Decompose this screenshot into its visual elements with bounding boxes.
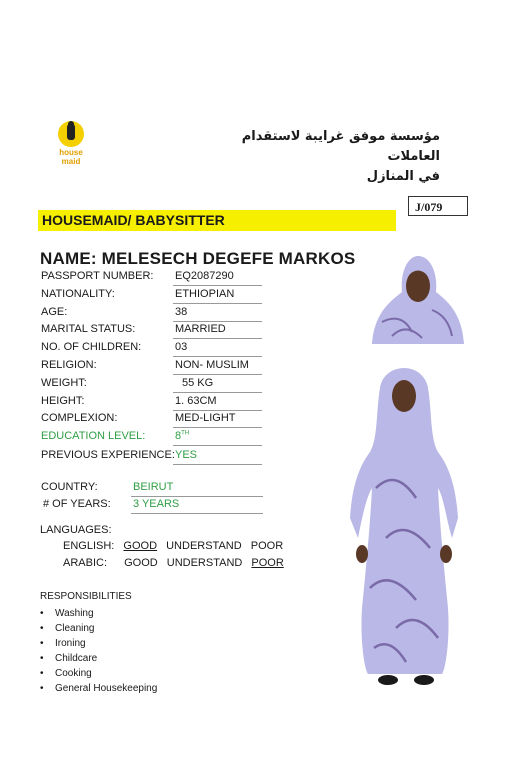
headshot-photo bbox=[362, 252, 470, 344]
language-good: GOOD bbox=[124, 557, 158, 569]
name-value: MELESECH DEGEFE MARKOS bbox=[101, 249, 356, 268]
detail-label: MARITAL STATUS: bbox=[41, 323, 136, 335]
position-banner bbox=[38, 210, 396, 231]
detail-label: COMPLEXION: bbox=[41, 412, 118, 424]
logo-text-bottom: maid bbox=[61, 157, 81, 166]
detail-value: 03 bbox=[173, 341, 262, 357]
list-item: • Cleaning bbox=[40, 621, 157, 636]
list-item: • General Housekeeping bbox=[40, 681, 157, 696]
detail-value bbox=[173, 430, 262, 446]
language-row-arabic bbox=[63, 557, 284, 569]
agency-name-line2: في المنازل bbox=[366, 169, 440, 184]
detail-value: MED-LIGHT bbox=[173, 412, 262, 428]
agency-logo bbox=[52, 118, 90, 168]
detail-label: NATIONALITY: bbox=[41, 288, 115, 300]
detail-label: PASSPORT NUMBER: bbox=[41, 270, 154, 282]
agency-name-arabic bbox=[205, 127, 440, 187]
full-body-photo bbox=[346, 368, 462, 688]
detail-value: 38 bbox=[173, 306, 262, 322]
detail-value: NON- MUSLIM bbox=[173, 359, 262, 375]
detail-value: MARRIED bbox=[173, 323, 262, 339]
language-name: ARABIC: bbox=[63, 557, 108, 569]
name-colon: : bbox=[90, 249, 102, 268]
experience-value: BEIRUT bbox=[131, 481, 263, 497]
experience-value: 3 YEARS bbox=[131, 498, 263, 514]
list-item: • Ironing bbox=[40, 636, 157, 651]
detail-label: NO. OF CHILDREN: bbox=[41, 341, 142, 353]
detail-value: 1. 63CM bbox=[173, 395, 262, 411]
language-good: GOOD bbox=[123, 540, 158, 552]
language-poor: POOR bbox=[250, 540, 284, 552]
detail-label: RELIGION: bbox=[41, 359, 97, 371]
language-row-english bbox=[63, 540, 283, 552]
responsibilities-list bbox=[40, 606, 157, 696]
list-item: • Cooking bbox=[40, 666, 157, 681]
detail-label: HEIGHT: bbox=[41, 395, 85, 407]
name-label: NAME bbox=[40, 249, 91, 268]
language-poor: POOR bbox=[251, 557, 284, 569]
education-sup: TH bbox=[181, 430, 190, 437]
position-title: HOUSEMAID/ BABYSITTER bbox=[42, 212, 225, 228]
list-item: • Childcare bbox=[40, 651, 157, 666]
reference-code: J/079 bbox=[408, 196, 468, 216]
detail-label: AGE: bbox=[41, 306, 68, 318]
education-value: 8 bbox=[175, 430, 182, 442]
experience-label: # OF YEARS: bbox=[43, 498, 111, 510]
language-understand: UNDERSTAND bbox=[166, 540, 242, 552]
detail-value: YES bbox=[173, 449, 262, 465]
detail-label: EDUCATION LEVEL: bbox=[41, 430, 146, 442]
detail-label: WEIGHT: bbox=[41, 377, 87, 389]
languages-title: LANGUAGES: bbox=[40, 524, 112, 536]
candidate-name bbox=[40, 249, 355, 269]
detail-value: ETHIOPIAN bbox=[173, 288, 262, 304]
detail-value: 55 KG bbox=[173, 377, 262, 393]
agency-name-line1: مؤسسة موفق غرايبة لاستقدام العاملات bbox=[241, 129, 440, 164]
responsibilities-title: RESPONSIBILITIES bbox=[40, 591, 132, 602]
experience-label: COUNTRY: bbox=[41, 481, 98, 493]
detail-value: EQ2087290 bbox=[173, 270, 262, 286]
list-item: • Washing bbox=[40, 606, 157, 621]
language-understand: UNDERSTAND bbox=[166, 557, 243, 569]
detail-label: PREVIOUS EXPERIENCE: bbox=[41, 449, 175, 461]
language-name: ENGLISH: bbox=[63, 540, 115, 552]
logo-text-top: house bbox=[59, 148, 83, 157]
